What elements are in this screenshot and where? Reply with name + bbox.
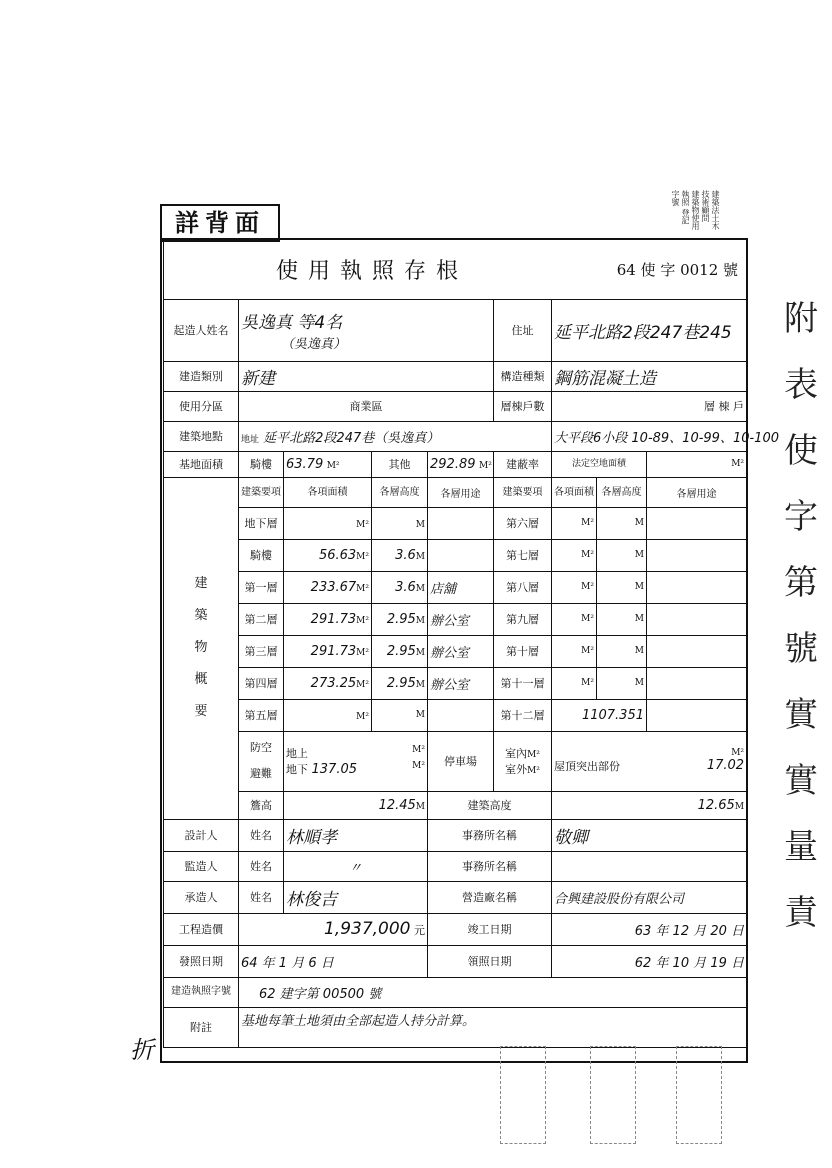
roof-value: 17.02 (706, 758, 745, 773)
structure-label: 構造種類 (494, 361, 552, 391)
total-area: 1107.351 (581, 707, 644, 723)
col-header-area: 各項面積 (284, 477, 372, 507)
supervisor-name: 〃 (284, 851, 428, 881)
supervisor-label: 監造人 (164, 851, 239, 881)
floor-row: 第五層 M² M 第十二層 1107.351 (164, 699, 747, 731)
build-type-label: 建造類別 (164, 361, 239, 391)
inspector-stamp (500, 1046, 546, 1144)
other-label: 其他 (372, 451, 428, 477)
legal-open-value: M² (647, 451, 747, 477)
shelter-label: 防空避難 (239, 731, 284, 791)
office-label: 事務所名稱 (428, 819, 552, 851)
floor-row: 第一層 233.67M² 3.6M 店舖 第八層 M² M (164, 571, 747, 603)
inspector-stamp (676, 1046, 722, 1144)
name-label: 姓名 (239, 819, 284, 851)
license-form-table (163, 241, 779, 1048)
parking-label: 停車場 (428, 731, 494, 791)
legal-open-label: 法定空地面積 (552, 451, 647, 477)
remarks-label: 附註 (164, 1007, 239, 1047)
col-header-height-r: 各層高度 (597, 477, 647, 507)
site-sub-label: 地址 (241, 434, 260, 445)
other-value: 292.89 M² (428, 451, 494, 477)
permit-no-value: 62 建字第 00500 號 (239, 977, 747, 1007)
license-number: 64 使 字 0012 號 (616, 261, 739, 280)
address-label: 住址 (494, 299, 552, 361)
col-header-use: 各層用途 (428, 477, 494, 507)
col-header-item: 建築要項 (239, 477, 284, 507)
floor-row: 地下層 M² M 第六層 M² M (164, 507, 747, 539)
building-height-label: 建築高度 (428, 791, 552, 819)
side-vertical-text: 附 表 使 字 第 號 實 實 量 責 (784, 299, 818, 933)
company-label: 營造廠名稱 (428, 881, 552, 913)
contractor-name: 林俊吉 (284, 881, 428, 913)
builder-value: 吳逸真 等4名 （吳逸真） (239, 299, 494, 361)
summary-side-label: 建築物概要 (164, 477, 239, 819)
issue-label: 發照日期 (164, 945, 239, 977)
permit-date-value: 62 年 10 月 19 日 (552, 945, 747, 977)
designer-label: 設計人 (164, 819, 239, 851)
site-label: 建築地點 (164, 421, 239, 451)
floors-label: 層棟戶數 (494, 391, 552, 421)
contractor-company: 合興建設股份有限公司 (552, 881, 747, 913)
form-title: 使用執照存根 (276, 259, 469, 285)
floors-value: 層 棟 戶 (552, 391, 747, 421)
contractor-label: 承造人 (164, 881, 239, 913)
floor-row: 第三層 291.73M² 2.95M 辦公室 第十層 M² M (164, 635, 747, 667)
arcade-value: 63.79 M² (284, 451, 372, 477)
floor-row: 第四層 273.25M² 2.95M 辦公室 第十一層 M² M (164, 667, 747, 699)
roof-label: 屋頂突出部份 (554, 760, 620, 773)
name-label: 姓名 (239, 851, 284, 881)
coverage-label: 建蔽率 (494, 451, 552, 477)
shelter-values: 地上 M² 地下 137.05 M² (284, 731, 428, 791)
permit-no-label: 建造執照字號 (164, 977, 239, 1007)
completion-label: 竣工日期 (428, 913, 552, 945)
office-label: 事務所名稱 (428, 851, 552, 881)
cost-label: 工程造價 (164, 913, 239, 945)
inspector-stamp (590, 1046, 636, 1144)
zone-value: 商業區 (239, 391, 494, 421)
name-label: 姓名 (239, 881, 284, 913)
completion-value: 63 年 12 月 20 日 (552, 913, 747, 945)
col-header-use-r: 各層用途 (647, 477, 747, 507)
eaves-value: 12.45M (284, 791, 428, 819)
col-header-height: 各層高度 (372, 477, 428, 507)
margin-mark: 折 (130, 1036, 154, 1064)
address-value: 延平北路2段247巷245 (552, 299, 747, 361)
build-type-value: 新建 (239, 361, 494, 391)
arcade-label: 騎樓 (239, 451, 284, 477)
eaves-label: 簷高 (239, 791, 284, 819)
designer-name: 林順孝 (284, 819, 428, 851)
supervisor-office (552, 851, 747, 881)
cost-value: 1,937,000 元 (239, 913, 428, 945)
builder-label: 起造人姓名 (164, 299, 239, 361)
col-header-area-r: 各項面積 (552, 477, 597, 507)
remarks-value: 基地每筆土地須由全部起造人持分計算。 (239, 1007, 747, 1047)
zone-label: 使用分區 (164, 391, 239, 421)
header-note: 建築法土木技術顧問 建築物使用執照 登記字號 (671, 190, 720, 230)
parking-values: 室內M² 室外M² (494, 731, 552, 791)
roof-cell: M² 屋頂突出部份 17.02 (552, 731, 747, 791)
floor-row: 騎樓 56.63M² 3.6M 第七層 M² M (164, 539, 747, 571)
structure-value: 鋼筋混凝土造 (552, 361, 747, 391)
col-header-item-r: 建築要項 (494, 477, 552, 507)
form-type-label: 詳背面 (160, 204, 280, 242)
permit-date-label: 領照日期 (428, 945, 552, 977)
building-height-value: 12.65M (552, 791, 747, 819)
title-cell (164, 241, 747, 299)
area-label: 基地面積 (164, 451, 239, 477)
floor-row: 第二層 291.73M² 2.95M 辦公室 第九層 M² M (164, 603, 747, 635)
designer-office: 敬卿 (552, 819, 747, 851)
site-lot: 大平段6小段 10-89、10-99、10-100 (552, 421, 747, 451)
site-value: 地址 延平北路2段247巷（吳逸真） (239, 421, 552, 451)
issue-value: 64 年 1 月 6 日 (239, 945, 428, 977)
